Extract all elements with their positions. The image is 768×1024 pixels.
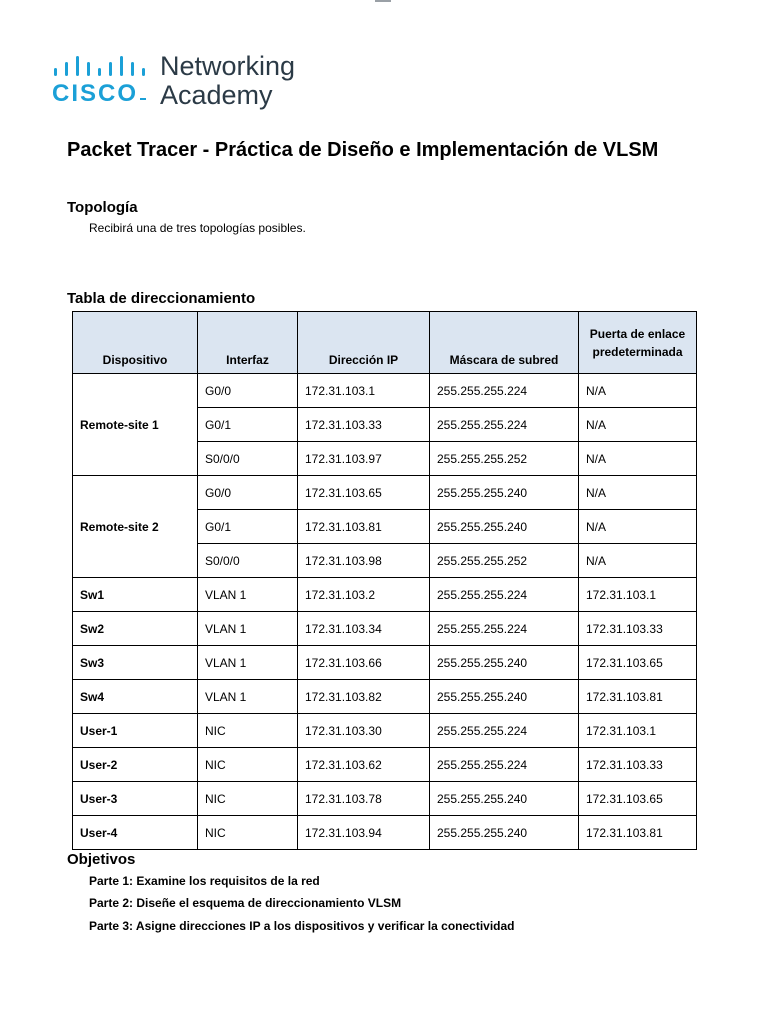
interface-cell: NIC: [198, 816, 298, 850]
gateway-cell: 172.31.103.33: [579, 612, 697, 646]
objective-part-3: Parte 3: Asigne direcciones IP a los dispositivos y verificar la conectividad: [89, 919, 515, 933]
objectives-heading: Objetivos: [67, 851, 136, 868]
table-row: [73, 374, 697, 408]
interface-cell: S0/0/0: [198, 544, 298, 578]
table-row: [73, 476, 697, 510]
column-header-subnet-mask: Máscara de subred: [430, 312, 579, 374]
cisco-wordmark: CISCO: [52, 82, 146, 106]
subnet-mask-cell: 255.255.255.224: [430, 748, 579, 782]
device-cell: Remote-site 1: [73, 374, 198, 476]
ip-address-cell: 172.31.103.33: [298, 408, 430, 442]
gateway-cell: 172.31.103.1: [579, 714, 697, 748]
interface-cell: G0/1: [198, 510, 298, 544]
table-row: [73, 646, 697, 680]
column-header-device: Dispositivo: [73, 312, 198, 374]
interface-cell: VLAN 1: [198, 680, 298, 714]
gateway-cell: N/A: [579, 510, 697, 544]
gateway-cell: 172.31.103.65: [579, 782, 697, 816]
subnet-mask-cell: 255.255.255.240: [430, 476, 579, 510]
ip-address-cell: 172.31.103.94: [298, 816, 430, 850]
table-header-row: [73, 312, 697, 374]
device-cell: User-4: [73, 816, 198, 850]
gateway-cell: N/A: [579, 544, 697, 578]
interface-cell: G0/0: [198, 476, 298, 510]
subnet-mask-cell: 255.255.255.240: [430, 782, 579, 816]
interface-cell: VLAN 1: [198, 612, 298, 646]
gateway-cell: N/A: [579, 442, 697, 476]
subnet-mask-cell: 255.255.255.252: [430, 544, 579, 578]
subnet-mask-cell: 255.255.255.240: [430, 646, 579, 680]
table-row: [73, 748, 697, 782]
interface-cell: NIC: [198, 748, 298, 782]
interface-cell: NIC: [198, 714, 298, 748]
device-cell: Remote-site 2: [73, 476, 198, 578]
gateway-cell: 172.31.103.33: [579, 748, 697, 782]
table-row: [73, 714, 697, 748]
ip-address-cell: 172.31.103.62: [298, 748, 430, 782]
interface-cell: NIC: [198, 782, 298, 816]
gateway-cell: N/A: [579, 374, 697, 408]
interface-cell: G0/1: [198, 408, 298, 442]
interface-cell: VLAN 1: [198, 578, 298, 612]
brand-academy: Academy: [160, 80, 273, 110]
cisco-bars-icon: [52, 56, 152, 80]
addressing-table: [72, 311, 697, 850]
cisco-networking-academy-logo: [52, 52, 312, 112]
device-cell: Sw2: [73, 612, 198, 646]
subnet-mask-cell: 255.255.255.224: [430, 578, 579, 612]
interface-cell: S0/0/0: [198, 442, 298, 476]
subnet-mask-cell: 255.255.255.224: [430, 374, 579, 408]
ip-address-cell: 172.31.103.65: [298, 476, 430, 510]
gateway-cell: N/A: [579, 476, 697, 510]
interface-cell: G0/0: [198, 374, 298, 408]
subnet-mask-cell: 255.255.255.240: [430, 816, 579, 850]
subnet-mask-cell: 255.255.255.252: [430, 442, 579, 476]
table-row: [73, 680, 697, 714]
gateway-cell: 172.31.103.81: [579, 680, 697, 714]
column-header-default-gateway: Puerta de enlace predeterminada: [579, 312, 697, 374]
subnet-mask-cell: 255.255.255.224: [430, 714, 579, 748]
device-cell: User-1: [73, 714, 198, 748]
column-header-interface: Interfaz: [198, 312, 298, 374]
subnet-mask-cell: 255.255.255.240: [430, 680, 579, 714]
document-title: Packet Tracer - Práctica de Diseño e Implementación de VLSM: [67, 139, 659, 161]
topology-text: Recibirá una de tres topologías posibles.: [89, 221, 306, 235]
table-row: [73, 782, 697, 816]
table-row: [73, 578, 697, 612]
ip-address-cell: 172.31.103.78: [298, 782, 430, 816]
ip-address-cell: 172.31.103.66: [298, 646, 430, 680]
addressing-table-heading: Tabla de direccionamiento: [67, 290, 256, 307]
addressing-table-body: [73, 374, 697, 850]
ip-address-cell: 172.31.103.34: [298, 612, 430, 646]
device-cell: Sw1: [73, 578, 198, 612]
ip-address-cell: 172.31.103.82: [298, 680, 430, 714]
gateway-cell: 172.31.103.65: [579, 646, 697, 680]
device-cell: User-2: [73, 748, 198, 782]
ip-address-cell: 172.31.103.30: [298, 714, 430, 748]
gateway-cell: 172.31.103.81: [579, 816, 697, 850]
table-row: [73, 612, 697, 646]
device-cell: Sw4: [73, 680, 198, 714]
brand-networking: Networking: [160, 51, 296, 81]
topology-heading: Topología: [67, 199, 138, 216]
device-cell: Sw3: [73, 646, 198, 680]
table-row: [73, 816, 697, 850]
subnet-mask-cell: 255.255.255.224: [430, 612, 579, 646]
page-top-mark: [375, 0, 391, 2]
gateway-cell: N/A: [579, 408, 697, 442]
subnet-mask-cell: 255.255.255.224: [430, 408, 579, 442]
ip-address-cell: 172.31.103.81: [298, 510, 430, 544]
objective-part-2: Parte 2: Diseñe el esquema de direccionamiento VLSM: [89, 896, 402, 910]
subnet-mask-cell: 255.255.255.240: [430, 510, 579, 544]
ip-address-cell: 172.31.103.1: [298, 374, 430, 408]
column-header-ip-address: Dirección IP: [298, 312, 430, 374]
gateway-cell: 172.31.103.1: [579, 578, 697, 612]
interface-cell: VLAN 1: [198, 646, 298, 680]
ip-address-cell: 172.31.103.98: [298, 544, 430, 578]
ip-address-cell: 172.31.103.97: [298, 442, 430, 476]
objective-part-1: Parte 1: Examine los requisitos de la red: [89, 874, 320, 888]
device-cell: User-3: [73, 782, 198, 816]
ip-address-cell: 172.31.103.2: [298, 578, 430, 612]
